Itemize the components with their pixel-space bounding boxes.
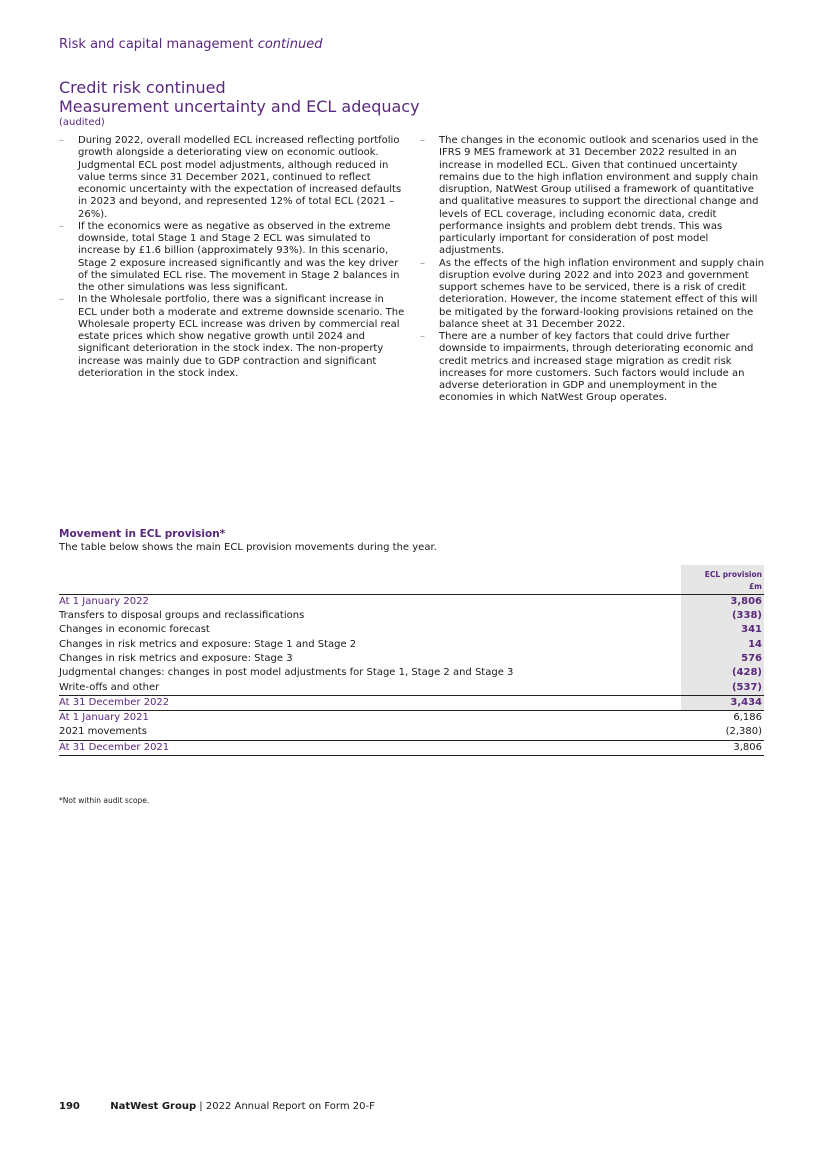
dash-icon: –: [59, 220, 64, 232]
table-footnote: *Not within audit scope.: [59, 796, 150, 805]
table-row: Judgmental changes: changes in post model adjustments for Stage 1, Stage 2 and Stage 3 (428): [59, 667, 762, 678]
table-subtitle: The table below shows the main ECL provision movements during the year.: [59, 542, 437, 553]
report-name: 2022 Annual Report on Form 20-F: [205, 1101, 375, 1112]
title-line-2: Measurement uncertainty and ECL adequacy: [59, 97, 420, 116]
page-footer: [59, 1101, 375, 1112]
bullet-item: – In the Wholesale portfolio, there was a significant increase in ECL under both a moderate and extreme downside scenario. The Wholesale property ECL increase was driven by commercial real estate prices which show negative growth until 2024 and significant deterioration in the stock index. The non-property increase was mainly due to GDP contraction and significant deterioration in the stock index.: [59, 294, 405, 379]
table-title: Movement in ECL provision*: [59, 528, 226, 540]
table-row: At 31 December 2021 3,806: [59, 740, 764, 756]
page-number: 190: [59, 1101, 80, 1112]
table-row: At 31 December 2022 3,434: [59, 695, 764, 711]
table-row: Write-offs and other (537): [59, 681, 762, 693]
page-title: [59, 78, 420, 116]
table-row: Changes in risk metrics and exposure: Stage 3 576: [59, 653, 762, 664]
table-row: At 1 January 2022 3,806: [59, 594, 764, 609]
column-header-unit: £m: [748, 582, 762, 591]
bullet-item: – There are a number of key factors that could drive further downside to impairments, through deteriorating economic and credit metrics and increased stage migration as credit risk increases for more customers. Such factors would include an adverse deterioration in GDP and unemployment in the economies in which NatWest Group operates.: [420, 331, 754, 404]
bullet-item: – The changes in the economic outlook and scenarios used in the IFRS 9 MES framework at 31 December 2022 resulted in an increase in modelled ECL. Given that continued uncertainty remains due to the high inflation environment and supply chain disruption, NatWest Group utilised a framework of quantitative and qualitative measures to support the directional change and levels of ECL coverage, including economic data, credit performance insights and problem debt trends. This was particularly important for consideration of post model adjustments.: [420, 135, 759, 257]
table-row: 2021 movements (2,380): [59, 726, 762, 737]
table-row: At 1 January 2021 6,186: [59, 712, 762, 723]
bullet-item: – As the effects of the high inflation environment and supply chain disruption evolve during 2022 and into 2023 and government support schemes have to be serviced, there is a risk of credit deterioration. However, the income statement effect of this will be mitigated by the forward-looking provisions retained on the balance sheet at 31 December 2022.: [420, 257, 765, 330]
company-name: NatWest Group: [110, 1101, 197, 1112]
header-suffix: continued: [257, 37, 323, 52]
bullet-item: – During 2022, overall modelled ECL increased reflecting portfolio growth alongside a deteriorating view on economic outlook. Judgmental ECL post model adjustments, although reduced in value terms since 31 December 2021, continued to reflect economic uncertainty with the expectation of increased defaults in 2023 and beyond, and represented 12% of total ECL (2021 – 26%).: [59, 135, 402, 220]
table-row: Changes in economic forecast 341: [59, 624, 762, 635]
audited-label: (audited): [59, 117, 105, 128]
left-column: [59, 135, 405, 380]
column-header-label: ECL provision: [704, 570, 762, 579]
page-header: [59, 37, 322, 52]
title-line-1: Credit risk continued: [59, 78, 226, 97]
dash-icon: –: [59, 294, 64, 306]
bullet-item: – If the economics were as negative as observed in the extreme downside, total Stage 1 and Stage 2 ECL was simulated to increase by £1.6 billion (approximately 93%). In this scenario, Stage 2 exposure increased significantly and was the key driver of the simulated ECL rise. The movement in Stage 2 balances in the other simulations was less significant.: [59, 220, 400, 293]
table-row: Changes in risk metrics and exposure: Stage 1 and Stage 2 14: [59, 638, 762, 650]
dash-icon: –: [420, 135, 425, 146]
footer-separator: |: [199, 1101, 203, 1112]
column-header: [705, 569, 762, 593]
table-row: Transfers to disposal groups and reclassifications (338): [59, 610, 762, 621]
dash-icon: –: [59, 135, 64, 146]
dash-icon: –: [420, 331, 425, 342]
dash-icon: –: [420, 257, 425, 269]
header-section: Risk and capital management: [59, 37, 254, 52]
right-column: [420, 135, 766, 405]
